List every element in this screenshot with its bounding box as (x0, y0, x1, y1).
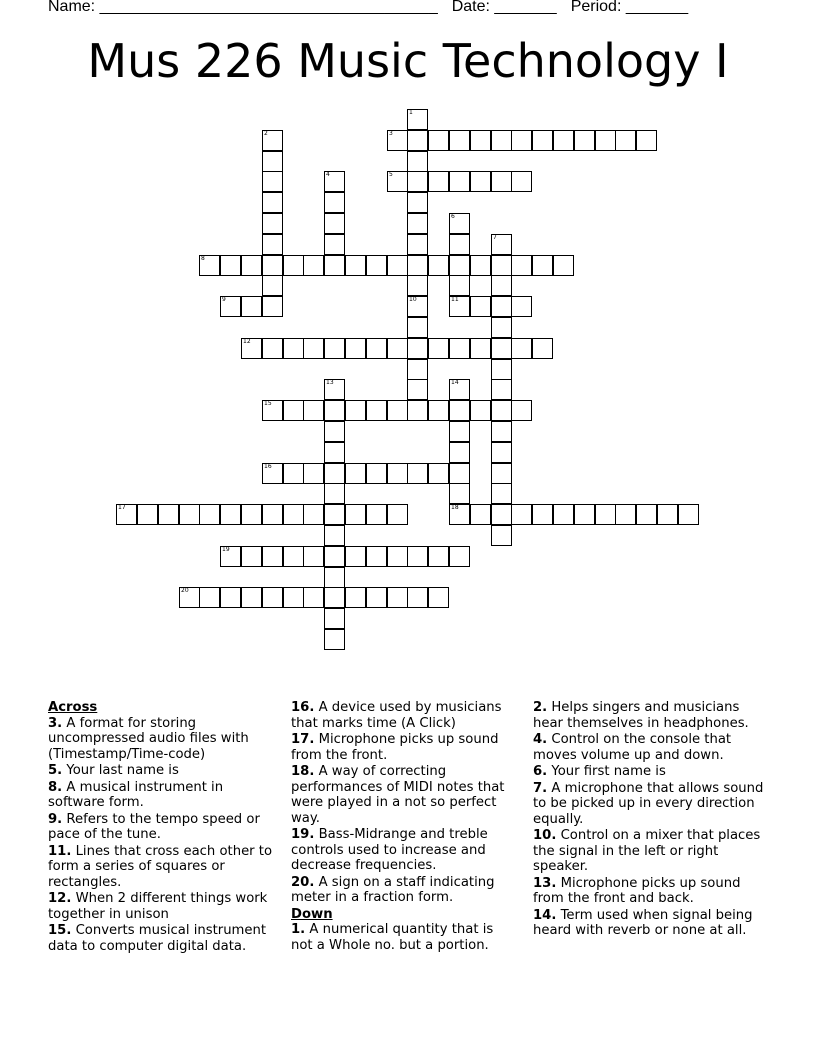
grid-cell[interactable] (345, 338, 366, 359)
grid-cell[interactable] (137, 504, 158, 525)
grid-cell[interactable] (324, 567, 345, 588)
grid-cell[interactable] (511, 130, 532, 151)
grid-cell[interactable] (470, 130, 491, 151)
grid-cell[interactable] (262, 130, 283, 151)
grid-cell[interactable] (511, 400, 532, 421)
grid-cell[interactable] (449, 546, 470, 567)
grid-cell[interactable] (511, 338, 532, 359)
across-clue: 12. When 2 different things work together in unison (48, 891, 268, 922)
grid-cell[interactable] (324, 442, 345, 463)
grid-cell[interactable] (407, 234, 428, 255)
clue-number: 19 (222, 546, 230, 553)
grid-cell[interactable] (366, 463, 387, 484)
grid-cell[interactable] (199, 504, 220, 525)
grid-cell[interactable] (678, 504, 699, 525)
down-clue: 2. Helps singers and musicians hear themselves in headphones. (533, 700, 749, 731)
clue-number: 7 (493, 234, 497, 241)
grid-cell[interactable] (387, 338, 408, 359)
grid-cell[interactable] (262, 151, 283, 172)
grid-cell[interactable] (345, 400, 366, 421)
grid-cell[interactable] (407, 130, 428, 151)
grid-cell[interactable] (595, 130, 616, 151)
grid-cell[interactable] (324, 587, 345, 608)
grid-cell[interactable] (553, 255, 574, 276)
clue-number: 13 (326, 379, 334, 386)
grid-cell[interactable] (428, 463, 449, 484)
clues-column-1 (48, 700, 278, 955)
grid-cell[interactable] (511, 296, 532, 317)
clue-number: 8 (201, 255, 205, 262)
grid-cell[interactable] (407, 546, 428, 567)
grid-cell[interactable] (283, 504, 304, 525)
grid-cell[interactable] (491, 400, 512, 421)
grid-cell[interactable] (324, 400, 345, 421)
grid-cell[interactable] (366, 546, 387, 567)
grid-cell[interactable] (324, 421, 345, 442)
grid-cell[interactable] (407, 463, 428, 484)
grid-cell[interactable] (491, 338, 512, 359)
grid-cell[interactable] (511, 504, 532, 525)
clue-number: 20 (181, 587, 189, 594)
down-clue: 1. A numerical quantity that is not a Whole no. but a portion. (291, 922, 494, 953)
grid-cell[interactable] (407, 171, 428, 192)
clue-number: 12 (243, 338, 251, 345)
grid-cell[interactable] (491, 171, 512, 192)
grid-cell[interactable] (407, 213, 428, 234)
grid-cell[interactable] (116, 504, 137, 525)
grid-cell[interactable] (262, 234, 283, 255)
grid-cell[interactable] (158, 504, 179, 525)
grid-cell[interactable] (636, 504, 657, 525)
grid-cell[interactable] (428, 130, 449, 151)
down-clue: 13. Microphone picks up sound from the front and back. (533, 875, 741, 906)
across-clue: 3. A format for storing uncompressed audio files with (Timestamp/Time-code) (48, 715, 249, 762)
grid-cell[interactable] (553, 130, 574, 151)
across-clue: 8. A musical instrument in software form. (48, 779, 224, 810)
clue-number: 14 (451, 379, 459, 386)
grid-cell[interactable] (199, 587, 220, 608)
across-clue: 19. Bass-Midrange and treble controls used to increase and decrease frequencies. (291, 827, 488, 873)
grid-cell[interactable] (470, 255, 491, 276)
grid-cell[interactable] (449, 338, 470, 359)
clue-number: 18 (451, 504, 459, 511)
grid-cell[interactable] (449, 379, 470, 400)
grid-cell[interactable] (303, 587, 324, 608)
grid-cell[interactable] (241, 504, 262, 525)
grid-cell[interactable] (407, 359, 428, 380)
grid-cell[interactable] (303, 255, 324, 276)
grid-cell[interactable] (574, 130, 595, 151)
grid-cell[interactable] (241, 587, 262, 608)
grid-cell[interactable] (324, 608, 345, 629)
grid-cell[interactable] (283, 546, 304, 567)
grid-cell[interactable] (241, 296, 262, 317)
grid-cell[interactable] (366, 504, 387, 525)
grid-cell[interactable] (491, 359, 512, 380)
grid-cell[interactable] (470, 400, 491, 421)
grid-cell[interactable] (449, 255, 470, 276)
grid-cell[interactable] (491, 130, 512, 151)
grid-cell[interactable] (366, 255, 387, 276)
grid-cell[interactable] (220, 296, 241, 317)
grid-cell[interactable] (262, 504, 283, 525)
clue-number: 5 (389, 171, 393, 178)
grid-cell[interactable] (491, 504, 512, 525)
grid-cell[interactable] (407, 317, 428, 338)
grid-cell[interactable] (407, 400, 428, 421)
grid-cell[interactable] (324, 338, 345, 359)
grid-cell[interactable] (324, 255, 345, 276)
grid-cell[interactable] (220, 255, 241, 276)
grid-cell[interactable] (387, 463, 408, 484)
grid-cell[interactable] (283, 463, 304, 484)
grid-cell[interactable] (491, 421, 512, 442)
grid-cell[interactable] (220, 546, 241, 567)
clue-number: 15 (264, 400, 272, 407)
grid-cell[interactable] (449, 504, 470, 525)
grid-cell[interactable] (387, 130, 408, 151)
grid-cell[interactable] (262, 171, 283, 192)
grid-cell[interactable] (303, 338, 324, 359)
grid-cell[interactable] (303, 400, 324, 421)
clue-number: 1 (409, 109, 413, 116)
grid-cell[interactable] (449, 296, 470, 317)
grid-cell[interactable] (241, 255, 262, 276)
clue-number: 17 (118, 504, 126, 511)
grid-cell[interactable] (262, 587, 283, 608)
grid-cell[interactable] (449, 171, 470, 192)
grid-cell[interactable] (407, 275, 428, 296)
grid-cell[interactable] (449, 234, 470, 255)
grid-cell[interactable] (324, 463, 345, 484)
grid-cell[interactable] (491, 275, 512, 296)
grid-cell[interactable] (449, 213, 470, 234)
grid-cell[interactable] (511, 255, 532, 276)
grid-cell[interactable] (324, 234, 345, 255)
grid-cell[interactable] (387, 546, 408, 567)
grid-cell[interactable] (241, 546, 262, 567)
grid-cell[interactable] (387, 504, 408, 525)
grid-cell[interactable] (345, 463, 366, 484)
grid-cell[interactable] (199, 255, 220, 276)
grid-cell[interactable] (283, 400, 304, 421)
grid-cell[interactable] (532, 255, 553, 276)
grid-cell[interactable] (553, 504, 574, 525)
grid-cell[interactable] (345, 587, 366, 608)
grid-cell[interactable] (449, 463, 470, 484)
grid-cell[interactable] (262, 192, 283, 213)
grid-cell[interactable] (324, 546, 345, 567)
across-clue: 11. Lines that cross each other to form a series of squares or rectangles. (48, 843, 273, 890)
grid-cell[interactable] (366, 587, 387, 608)
across-clue: 16. A device used by musicians that marks time (A Click) (291, 700, 502, 731)
clues-column-2 (291, 700, 511, 954)
grid-cell[interactable] (387, 171, 408, 192)
grid-cell[interactable] (491, 379, 512, 400)
grid-cell[interactable] (491, 525, 512, 546)
grid-cell[interactable] (470, 296, 491, 317)
grid-cell[interactable] (491, 296, 512, 317)
grid-cell[interactable] (366, 338, 387, 359)
grid-cell[interactable] (407, 192, 428, 213)
clue-number: 11 (451, 296, 459, 303)
grid-cell[interactable] (470, 504, 491, 525)
grid-cell[interactable] (428, 546, 449, 567)
grid-cell[interactable] (657, 504, 678, 525)
grid-cell[interactable] (324, 504, 345, 525)
clue-number: 2 (264, 130, 268, 137)
grid-cell[interactable] (324, 213, 345, 234)
down-heading: Down (291, 906, 333, 922)
grid-cell[interactable] (262, 275, 283, 296)
grid-cell[interactable] (574, 504, 595, 525)
grid-cell[interactable] (241, 338, 262, 359)
grid-cell[interactable] (428, 255, 449, 276)
grid-cell[interactable] (615, 504, 636, 525)
grid-cell[interactable] (262, 338, 283, 359)
across-clue: 5. Your last name is (48, 763, 179, 778)
grid-cell[interactable] (407, 109, 428, 130)
grid-cell[interactable] (179, 587, 200, 608)
date-field-label: Date: _______ (451, 0, 557, 15)
grid-cell[interactable] (449, 130, 470, 151)
grid-cell[interactable] (345, 255, 366, 276)
down-clue: 6. Your first name is (533, 764, 666, 779)
grid-cell[interactable] (532, 130, 553, 151)
grid-cell[interactable] (428, 400, 449, 421)
clue-number: 3 (389, 130, 393, 137)
grid-cell[interactable] (387, 587, 408, 608)
down-clue: 4. Control on the console that moves volume up and down. (533, 732, 732, 763)
grid-cell[interactable] (283, 338, 304, 359)
across-heading: Across (48, 700, 98, 715)
grid-cell[interactable] (324, 483, 345, 504)
grid-cell[interactable] (449, 400, 470, 421)
grid-cell[interactable] (324, 379, 345, 400)
grid-cell[interactable] (407, 379, 428, 400)
grid-cell[interactable] (595, 504, 616, 525)
down-clue: 10. Control on a mixer that places the signal in the left or right speaker. (533, 828, 761, 874)
grid-cell[interactable] (262, 296, 283, 317)
clues-column-3 (533, 700, 765, 940)
grid-cell[interactable] (324, 629, 345, 650)
grid-cell[interactable] (387, 400, 408, 421)
grid-cell[interactable] (615, 130, 636, 151)
down-clue: 14. Term used when signal being heard with reverb or none at all. (533, 907, 753, 938)
grid-cell[interactable] (262, 463, 283, 484)
grid-cell[interactable] (324, 525, 345, 546)
grid-cell[interactable] (532, 338, 553, 359)
across-clue: 18. A way of correcting performances of MIDI notes that were played in a not so perfect way. (291, 764, 505, 826)
grid-cell[interactable] (366, 400, 387, 421)
clue-number: 10 (409, 296, 417, 303)
grid-cell[interactable] (491, 463, 512, 484)
grid-cell[interactable] (324, 171, 345, 192)
grid-cell[interactable] (283, 255, 304, 276)
name-field-label: Name: ______________________________________ (48, 0, 438, 15)
clue-number: 6 (451, 213, 455, 220)
grid-cell[interactable] (532, 504, 553, 525)
period-field-label: Period: _______ (570, 0, 689, 15)
across-clue: 20. A sign on a staff indicating meter in a fraction form. (291, 874, 495, 905)
grid-cell[interactable] (303, 463, 324, 484)
grid-cell[interactable] (345, 504, 366, 525)
grid-cell[interactable] (470, 338, 491, 359)
grid-cell[interactable] (407, 151, 428, 172)
across-clue: 17. Microphone picks up sound from the front. (291, 732, 499, 763)
grid-cell[interactable] (491, 317, 512, 338)
grid-cell[interactable] (449, 421, 470, 442)
grid-cell[interactable] (407, 338, 428, 359)
grid-cell[interactable] (428, 338, 449, 359)
grid-cell[interactable] (220, 587, 241, 608)
grid-cell[interactable] (303, 504, 324, 525)
grid-cell[interactable] (491, 234, 512, 255)
grid-cell[interactable] (511, 171, 532, 192)
across-clue: 15. Converts musical instrument data to computer digital data. (48, 923, 267, 954)
grid-cell[interactable] (324, 192, 345, 213)
grid-cell[interactable] (449, 442, 470, 463)
grid-cell[interactable] (636, 130, 657, 151)
grid-cell[interactable] (407, 587, 428, 608)
across-clue: 9. Refers to the tempo speed or pace of the tune. (48, 811, 260, 842)
grid-cell[interactable] (345, 546, 366, 567)
grid-cell[interactable] (283, 587, 304, 608)
clue-number: 4 (326, 171, 330, 178)
grid-cell[interactable] (407, 255, 428, 276)
clue-number: 16 (264, 463, 272, 470)
grid-cell[interactable] (262, 400, 283, 421)
grid-cell[interactable] (449, 275, 470, 296)
grid-cell[interactable] (407, 296, 428, 317)
clue-number: 9 (222, 296, 226, 303)
grid-cell[interactable] (449, 483, 470, 504)
grid-cell[interactable] (428, 587, 449, 608)
grid-cell[interactable] (303, 546, 324, 567)
grid-cell[interactable] (179, 504, 200, 525)
grid-cell[interactable] (387, 255, 408, 276)
grid-cell[interactable] (262, 546, 283, 567)
down-clue: 7. A microphone that allows sound to be picked up in every direction equally. (533, 780, 764, 827)
page-title: Mus 226 Music Technology I (87, 34, 729, 88)
grid-cell[interactable] (491, 483, 512, 504)
grid-cell[interactable] (220, 504, 241, 525)
grid-cell[interactable] (491, 442, 512, 463)
grid-cell[interactable] (491, 255, 512, 276)
grid-cell[interactable] (262, 255, 283, 276)
grid-cell[interactable] (470, 171, 491, 192)
grid-cell[interactable] (428, 171, 449, 192)
grid-cell[interactable] (262, 213, 283, 234)
